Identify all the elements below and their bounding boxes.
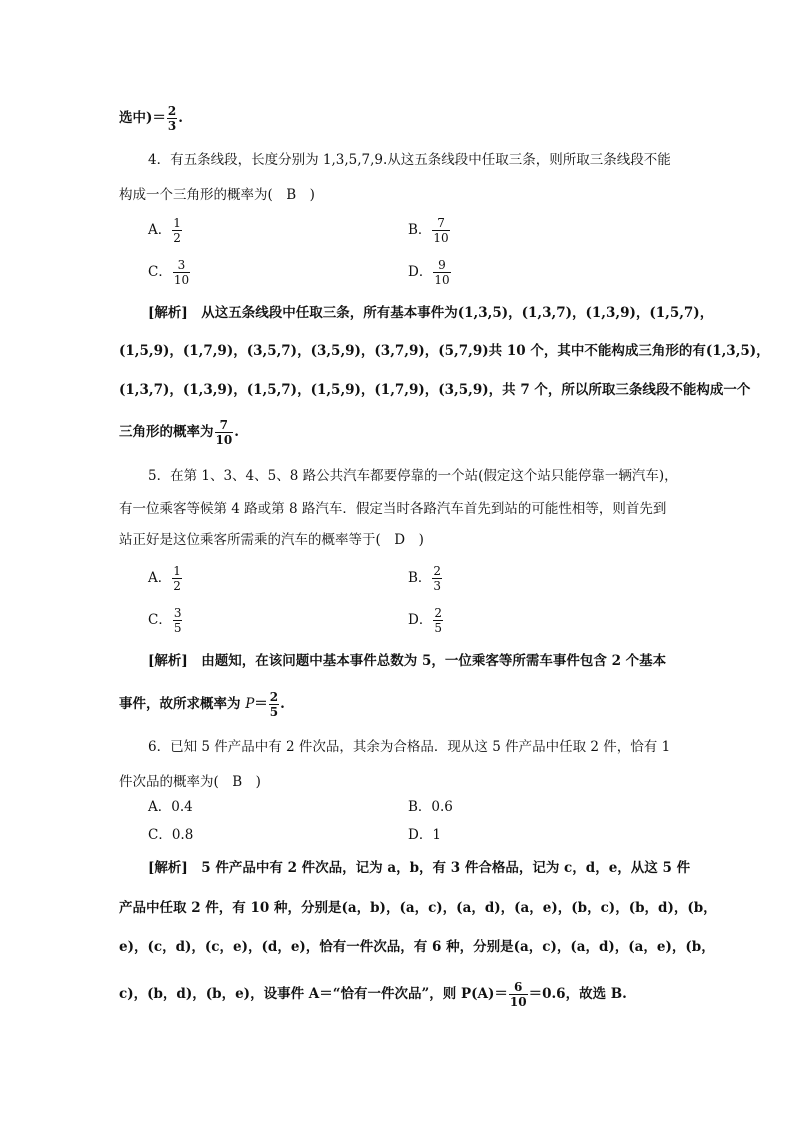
q5-solution-line-2 — [119, 690, 285, 719]
q5-option-d — [408, 606, 444, 635]
solution-tag: [解析] — [148, 653, 188, 669]
fraction — [167, 104, 177, 133]
fraction-numerator: 3 — [173, 606, 182, 620]
q4-solution-line-4 — [119, 418, 239, 447]
q4-option-a — [148, 216, 183, 245]
q4-option-c — [148, 258, 191, 287]
q6-solution-line-2: 产品中任取 2 件，有 10 种，分别是(a，b)，(a，c)，(a，d)，(a，e)，(b，c)，(b，d)，(b， — [119, 900, 717, 916]
fraction-numerator: 2 — [433, 564, 442, 578]
option-label: A． — [148, 570, 172, 586]
option-label: C． — [148, 264, 172, 280]
q4-stem-line-1: 4．有五条线段，长度分别为 1,3,5,7,9.从这五条线段中任取三条，则所取三条线段不能 — [148, 152, 671, 168]
fraction-numerator: 2 — [167, 104, 177, 118]
q6-option-b — [408, 797, 453, 817]
option-label: B． — [408, 222, 432, 238]
q6-stem-line-2: 件次品的概率为( B ) — [119, 774, 261, 790]
fraction-numerator: 2 — [269, 690, 279, 704]
fraction — [215, 418, 234, 447]
fraction — [173, 258, 190, 287]
fraction-denominator: 10 — [434, 273, 450, 287]
q6-option-a — [148, 797, 193, 817]
q4-stem-line-2: 构成一个三角形的概率为( B ) — [119, 187, 315, 203]
carryover-line — [119, 104, 183, 133]
q4-solution-line-2: (1,5,9)，(1,7,9)，(3,5,7)，(3,5,9)，(3,7,9)，(5,7,9)共 10 个，其中不能构成三角形的有(1,3,5)， — [119, 343, 770, 359]
q6-solution-line-4 — [119, 980, 627, 1009]
solution-text: 5 件产品中有 2 件次品，记为 a，b，有 3 件合格品，记为 c，d，e，从这 5 件 — [201, 860, 691, 876]
q4-solution-line-3: (1,3,7)，(1,3,9)，(1,5,7)，(1,5,9)，(1,7,9)，(3,5,9)，共 7 个，所以所取三条线段不能构成一个 — [119, 382, 751, 398]
fraction-numerator: 3 — [173, 258, 190, 273]
fraction-denominator: 3 — [433, 579, 442, 593]
fraction — [432, 564, 442, 593]
option-label: C． — [148, 827, 172, 843]
fraction-numerator: 7 — [432, 216, 449, 231]
fraction-denominator: 5 — [173, 621, 182, 635]
option-label: C． — [148, 612, 172, 628]
fraction-denominator: 5 — [434, 621, 442, 635]
q4-option-b — [408, 216, 451, 245]
fraction-numerator: 7 — [215, 418, 234, 433]
solution-suffix: . — [280, 696, 285, 712]
fraction — [172, 564, 182, 593]
fraction-numerator: 2 — [434, 606, 442, 620]
q6-option-d — [408, 825, 441, 845]
solution-suffix: ＝0.6，故选 B. — [528, 986, 627, 1002]
q5-option-a — [148, 564, 183, 593]
option-value: 0.6 — [431, 799, 453, 815]
q5-solution-line-1 — [148, 651, 666, 671]
q5-option-b — [408, 564, 443, 593]
q6-option-c — [148, 825, 193, 845]
q5-stem-line-3: 站正好是这位乘客所需乘的汽车的概率等于( D ) — [119, 532, 424, 548]
fraction-numerator: 1 — [173, 564, 181, 578]
solution-suffix: . — [234, 424, 239, 440]
fraction-denominator: 10 — [215, 433, 233, 447]
equals-sign: ＝ — [254, 696, 268, 712]
fraction-numerator: 1 — [173, 216, 181, 230]
solution-text: 由题知，在该问题中基本事件总数为 5，一位乘客等所需车事件包含 2 个基本 — [201, 653, 667, 669]
fraction — [172, 216, 182, 245]
q5-stem-line-1: 5．在第 1、3、4、5、8 路公共汽车都要停靠的一个站(假定这个站只能停靠一辆汽车)， — [148, 468, 678, 484]
q6-solution-line-3: e)，(c，d)，(c，e)，(d，e)，恰有一件次品，有 6 种，分别是(a，c)，(a，d)，(a，e)，(b， — [119, 939, 715, 955]
option-label: B． — [408, 570, 432, 586]
solution-tag: [解析] — [148, 860, 188, 876]
option-value: 1 — [432, 827, 441, 843]
solution-text: 从这五条线段中任取三条，所有基本事件为(1,3,5)，(1,3,7)，(1,3,9)，(1,5,7)， — [201, 305, 714, 321]
option-label: D． — [408, 612, 433, 628]
option-value: 0.8 — [171, 827, 194, 843]
q6-stem-line-1: 6．已知 5 件产品中有 2 件次品，其余为合格品．现从这 5 件产品中任取 2 件，恰有 1 — [148, 739, 671, 755]
fraction-denominator: 10 — [509, 995, 527, 1009]
q5-stem-line-2: 有一位乘客等候第 4 路或第 8 路汽车．假定当时各路汽车首先到站的可能性相等，则首先到 — [119, 501, 667, 517]
option-label: A． — [148, 222, 172, 238]
fraction-denominator: 2 — [173, 231, 181, 245]
fraction-denominator: 5 — [269, 705, 279, 719]
option-label: D． — [408, 264, 433, 280]
q5-option-c — [148, 606, 183, 635]
fraction — [269, 690, 279, 719]
q4-solution-line-1 — [148, 303, 713, 323]
option-label: D． — [408, 827, 433, 843]
fraction-denominator: 3 — [167, 119, 177, 133]
fraction-denominator: 10 — [173, 273, 190, 287]
option-label: A． — [148, 799, 172, 815]
solution-tag: [解析] — [148, 305, 188, 321]
option-value: 0.4 — [171, 799, 193, 815]
fraction — [173, 606, 183, 635]
variable-p: P — [245, 696, 255, 712]
fraction — [433, 606, 443, 635]
fraction-numerator: 9 — [433, 258, 450, 273]
carryover-suffix: . — [178, 110, 183, 126]
fraction — [432, 216, 449, 245]
fraction-denominator: 10 — [433, 231, 449, 245]
fraction — [509, 980, 528, 1009]
q4-option-d — [408, 258, 452, 287]
option-label: B． — [408, 799, 432, 815]
q6-solution-line-1 — [148, 858, 690, 878]
solution-text: 三角形的概率为 — [119, 424, 214, 440]
carryover-text: 选中)＝ — [119, 110, 166, 126]
solution-text: c)，(b，d)，(b，e)，设事件 A＝“恰有一件次品”，则 P(A)＝ — [119, 986, 508, 1002]
fraction-denominator: 2 — [173, 579, 181, 593]
fraction — [433, 258, 450, 287]
fraction-numerator: 6 — [509, 980, 528, 995]
solution-text: 事件，故所求概率为 — [119, 696, 246, 712]
